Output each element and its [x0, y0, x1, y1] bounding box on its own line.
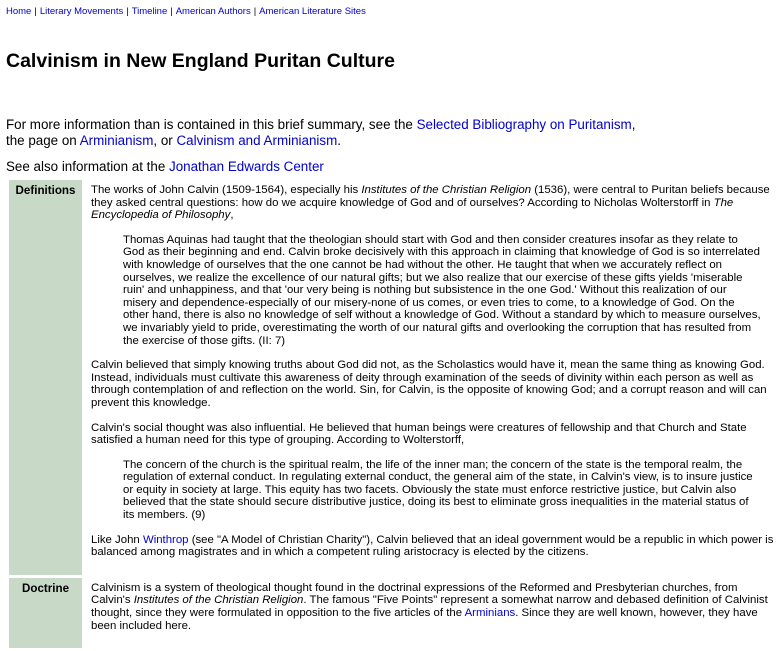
intro-text: .: [337, 132, 341, 148]
doctrine-content: [85, 578, 778, 648]
page-title: Calvinism in New England Puritan Culture: [6, 50, 395, 72]
definitions-label: Definitions: [9, 180, 82, 575]
text: (1536), were central to Puritan beliefs because they asked central questions: how do we acquire knowledge of God and of ourselves? According to Nicholas Wolterstorff in: [91, 184, 770, 209]
see-also-text: See also information at the: [6, 159, 170, 174]
intro-text: , or: [153, 132, 177, 148]
text: The works of John Calvin (1509-1564), especially his: [91, 184, 362, 196]
see-also-line: [6, 159, 324, 174]
doctrine-row: [9, 578, 778, 648]
nav-separator: |: [34, 6, 37, 17]
definitions-paragraph: Calvin's social thought was also influential. He believed that human beings were creatures of fellowship and that Church and State satisfied a human need for this type of grouping. According to Wolterstorff,: [91, 421, 747, 447]
jonathan-edwards-center-link[interactable]: Jonathan Edwards Center: [169, 159, 324, 174]
text: Calvinism is a system of theological thought found in the doctrinal expressions of the Reformed and Presbyterian churches, from Calvin's: [91, 581, 738, 607]
nav-american-literature-sites-link[interactable]: American Literature Sites: [259, 6, 366, 17]
definitions-paragraph: [91, 534, 775, 559]
doctrine-label: Doctrine: [9, 578, 82, 648]
arminianism-link[interactable]: Arminianism: [79, 132, 154, 148]
intro-text: ,: [631, 117, 636, 132]
nav-separator: |: [126, 6, 129, 17]
intro-text: the page on: [6, 132, 80, 148]
nav-timeline-link[interactable]: Timeline: [131, 6, 168, 17]
definitions-paragraph: Calvin believed that simply knowing truths about God did not, as the Scholastics would have it, mean the same thing as knowing God. Instead, individuals must cultivate this awareness of deity through examination of the seeds of divinity within each person as well as through contemplation of and reflection on the world. Sin, for Calvin, is the opposite of knowing God; and a corrupt reason and will can prevent this knowledge.: [91, 359, 767, 409]
book-title: Institutes of the Christian Religion: [361, 184, 532, 196]
intro-text: For more information than is contained in this brief summary, see the: [6, 117, 417, 132]
text: . Since they are well known, however, they have been included here.: [91, 607, 758, 632]
wolterstorff-quote: The concern of the church is the spiritual realm, the life of the inner man; the concern of the state is the temporal realm, the regulation of external conduct. In regulating external conduct, the general aim of the state, in Calvin's view, is to insure justice or equity in society at large. This equity has two facets. Obviously the state must enforce restrictive justice, but Calvin also believed that the state should secure distributive justice, doing its best to eliminate gross inequalities in the material status of its members. (9): [123, 458, 753, 522]
definitions-paragraph: [91, 184, 775, 222]
nav-home-link[interactable]: Home: [6, 6, 32, 17]
arminians-link[interactable]: Arminians: [464, 607, 516, 620]
intro-paragraph: [6, 117, 776, 148]
text: Like John: [91, 533, 143, 546]
nav-american-authors-link[interactable]: American Authors: [175, 6, 251, 17]
nav-separator: |: [253, 6, 257, 17]
bibliography-link[interactable]: Selected Bibliography on Puritanism: [416, 117, 632, 132]
doctrine-paragraph: [91, 582, 775, 632]
definitions-row: [9, 180, 778, 575]
winthrop-link[interactable]: Winthrop: [142, 533, 189, 546]
wolterstorff-quote: Thomas Aquinas had taught that the theologian should start with God and then consider creatures insofar as they relate to God as their beginning and end. Calvin broke decisively with this approach in claiming that knowledge of God is so interrelated with knowledge of ourselves that the one cannot be had without the other. He taught that when we accurately reflect on ourselves, we realize the excellence of our natural gifts; but we also realize that our exercise of these gifts yields 'miserable ruin' and unhappiness, and that 'our very being is nothing but subsistence in the one God.' Without this realization of our misery and dependence-especially of our misery-none of us comes, or even tries to come, to a knowledge of God. On the other hand, there is also no knowledge of self without a knowledge of God. Without a standard by which to measure ourselves, we invariably yield to pride, overestimating the worth of our natural gifts and overlooking the corruption that has resulted from the exercise of those gifts. (II: 7): [123, 233, 761, 347]
text: ,: [230, 209, 234, 222]
calvinism-and-arminianism-link[interactable]: Calvinism and Arminianism: [176, 132, 338, 148]
definitions-content: [85, 180, 778, 575]
text: . The famous "Five Points" represent a somewhat narrow and debased definition of Calvinist thought, since they were formulated in opposition to the five articles of the: [91, 594, 768, 620]
nav-literary-movements-link[interactable]: Literary Movements: [39, 6, 124, 17]
book-title: The Encyclopedia of Philosophy: [91, 196, 734, 222]
content-table: [6, 177, 781, 651]
top-navigation: [6, 6, 366, 17]
text: (see "A Model of Christian Charity"), Calvin believed that an ideal government would be a republic in which power is balanced among magistrates and in which a competent ruling aristocracy is elected by the citizens.: [91, 533, 774, 559]
nav-separator: |: [170, 6, 173, 17]
book-title: Institutes of the Christian Religion: [133, 594, 304, 607]
